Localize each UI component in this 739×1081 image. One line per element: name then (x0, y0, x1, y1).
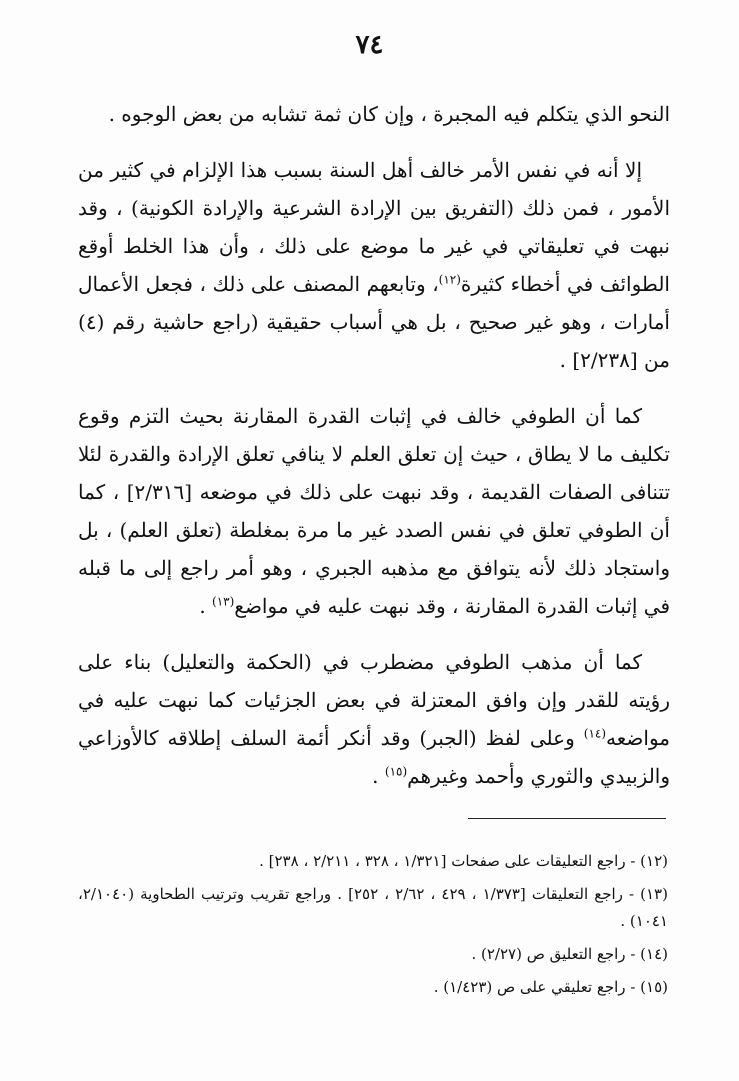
footnote-reference: (١٣) (212, 594, 235, 609)
footnotes (78, 848, 668, 1007)
main-text (78, 95, 670, 813)
paragraph-text: ، وتابعهم المصنف على ذلك ، فجعل الأعمال أمارات ، وهو غير صحيح ، بل هي أسباب حقيقية (راجع حاشية رقم (٤) من [٢/٢٣٨] . (78, 272, 670, 372)
footnote: (١٣) - راجع التعليقات [١/٣٧٣ ، ٤٢٩ ، ٢/٦٢ ، ٢٥٢] . وراجع تقريب وترتيب الطحاوية (٢/١٠٤٠، ١٠٤١) . (78, 885, 668, 930)
footnote: (١٥) - راجع تعليقي على ص (١/٤٢٣) . (433, 978, 668, 996)
footnote-reference: (١٤) (583, 726, 607, 741)
paragraph (78, 151, 670, 379)
footnote-separator (468, 818, 666, 819)
paragraph-text: . (199, 594, 213, 618)
footnote-reference: (١٥) (384, 764, 408, 779)
footnote-reference: (١٢) (438, 272, 461, 287)
paragraph-text: كما أن الطوفي خالف في إثبات القدرة المقارنة بحيث التزم وقوع تكليف ما لا يطاق ، حيث إن تعلق العلم لا ينافي تعلق الإرادة والقدرة لئلا تتنافى الصفات القديمة ، وقد نبهت على ذلك في موضعه [٢/٣١٦] ، كما أن الطوفي تعلق في نفس الصدد غير ما مرة بمغلطة (تعلق العلم) ، بل واستجاد ذلك لأنه يتوافق مع مذهبه الجبري ، وهو أمر راجع إلى ما قبله في إثبات القدرة المقارنة ، وقد نبهت عليه في مواضع (78, 404, 671, 618)
paragraph-text: وعلى لفظ (الجبر) وقد أنكر أئمة السلف إطلاقه كالأوزاعي والزبيدي والثوري وأحمد وغيرهم (78, 726, 670, 788)
paragraph-text: كما أن مذهب الطوفي مضطرب في (الحكمة والتعليل) بناء على رؤيته للقدر وإن وافق المعتزلة في بعض الجزئيات كما نبهت عليه في مواضعه (78, 650, 670, 750)
paragraph (78, 643, 670, 795)
footnote: (١٤) - راجع التعليق ص (٢/٢٧) . (471, 945, 668, 963)
page-number: ٧٤ (355, 30, 384, 60)
paragraph-text: النحو الذي يتكلم فيه المجبرة ، وإن كان ثمة تشابه من بعض الوجوه . (108, 102, 670, 126)
paragraph-text: . (372, 764, 385, 788)
footnote: (١٢) - راجع التعليقات على صفحات [١/٣٢١ ، ٣٢٨ ، ٢/٢١١ ، ٢٣٨] . (259, 852, 668, 870)
paragraph-text: إلا أنه في نفس الأمر خالف أهل السنة بسبب هذا الإلزام في كثير من الأمور ، فمن ذلك (التفريق بين الإرادة الشرعية والإرادة الكونية) ، وقد نبهت في تعليقاتي في غير ما موضع على ذلك ، وأن هذا الخلط أوقع الطوائف في أخطاء كثيرة (78, 158, 670, 296)
paragraph (78, 95, 670, 133)
paragraph (78, 397, 670, 625)
